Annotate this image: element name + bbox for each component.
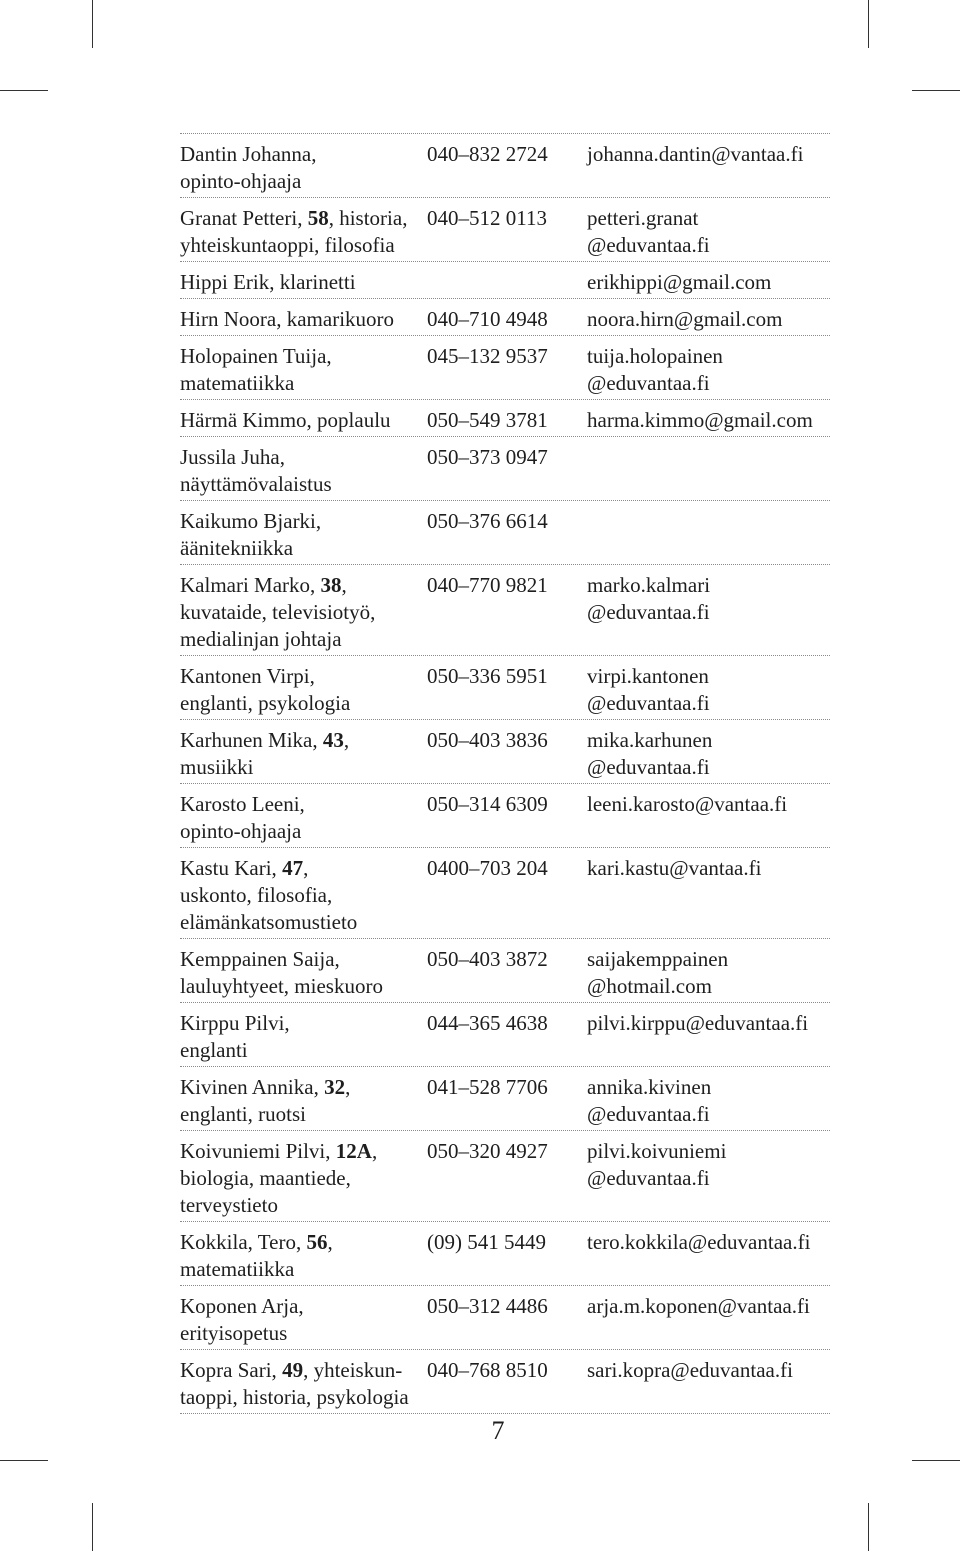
contact-name: Koivuniemi Pilvi, 12A, biologia, maantiede, terveystieto <box>180 1139 378 1217</box>
contact-phone: 050–336 5951 <box>427 664 548 688</box>
contact-phone: 050–549 3781 <box>427 408 548 432</box>
crop-mark-top-right-horizontal <box>912 90 960 91</box>
contact-row <box>180 198 830 262</box>
contact-email: arja.m.koponen@vantaa.fi <box>587 1294 810 1318</box>
contact-email: tero.kokkila@eduvantaa.fi <box>587 1230 811 1254</box>
contact-age: 32 <box>324 1075 346 1099</box>
contact-phone: 050–312 4486 <box>427 1294 548 1318</box>
contact-row <box>180 437 830 501</box>
contact-row <box>180 501 830 565</box>
contact-row <box>180 262 830 299</box>
contact-age: 56 <box>306 1230 328 1254</box>
contact-age: 58 <box>307 206 329 230</box>
contact-phone: (09) 541 5449 <box>427 1230 546 1254</box>
contact-row <box>180 299 830 336</box>
contact-name: Granat Petteri, 58, historia, yhteiskuntaoppi, filosofia <box>180 206 408 257</box>
contact-email: leeni.karosto@vantaa.fi <box>587 792 788 816</box>
contact-row <box>180 1286 830 1350</box>
contact-name: Karhunen Mika, 43, musiikki <box>180 728 350 779</box>
contact-name: Hirn Noora, kamarikuoro <box>180 307 395 331</box>
contact-row <box>180 134 830 198</box>
crop-mark-top-right-vertical <box>868 0 869 48</box>
contact-phone: 041–528 7706 <box>427 1075 548 1099</box>
contact-row <box>180 565 830 656</box>
contact-name: Holopainen Tuija, matematiikka <box>180 344 332 395</box>
crop-mark-bottom-right-vertical <box>868 1503 869 1551</box>
contact-email: marko.kalmari @eduvantaa.fi <box>587 573 711 624</box>
contact-name: Kirppu Pilvi, englanti <box>180 1011 290 1062</box>
contact-name: Kemppainen Saija, lauluyhtyeet, mieskuoro <box>180 947 383 998</box>
contact-row <box>180 720 830 784</box>
contact-phone: 040–832 2724 <box>427 142 548 166</box>
contact-name: Dantin Johanna, opinto-ohjaaja <box>180 142 317 193</box>
contact-email: harma.kimmo@gmail.com <box>587 408 813 432</box>
contact-name: Karosto Leeni, opinto-ohjaaja <box>180 792 305 843</box>
contact-email: noora.hirn@gmail.com <box>587 307 783 331</box>
contact-phone: 044–365 4638 <box>427 1011 548 1035</box>
contact-row <box>180 656 830 720</box>
contact-age: 47 <box>282 856 304 880</box>
contact-name: Härmä Kimmo, poplaulu <box>180 408 391 432</box>
contact-row <box>180 848 830 939</box>
crop-mark-bottom-right-horizontal <box>912 1460 960 1461</box>
contact-phone: 045–132 9537 <box>427 344 548 368</box>
crop-mark-top-left-vertical <box>92 0 93 48</box>
contact-phone: 050–403 3872 <box>427 947 548 971</box>
contact-age: 12A <box>335 1139 372 1163</box>
contact-name: Jussila Juha, näyttämövalaistus <box>180 445 332 496</box>
contact-row <box>180 400 830 437</box>
contact-row <box>180 1222 830 1286</box>
contact-row <box>180 336 830 400</box>
contact-age: 49 <box>282 1358 304 1382</box>
contact-phone: 0400–703 204 <box>427 856 548 880</box>
contact-email: erikhippi@gmail.com <box>587 270 772 294</box>
contact-row <box>180 1131 830 1222</box>
contact-email: pilvi.koivuniemi @eduvantaa.fi <box>587 1139 727 1190</box>
contact-phone: 050–373 0947 <box>427 445 548 469</box>
contact-phone: 050–314 6309 <box>427 792 548 816</box>
contact-email: pilvi.kirppu@eduvantaa.fi <box>587 1011 809 1035</box>
contact-name: Kalmari Marko, 38, kuvataide, televisiotyö, medialinjan johtaja <box>180 573 376 651</box>
contact-age: 38 <box>320 573 342 597</box>
contact-phone: 050–320 4927 <box>427 1139 548 1163</box>
contact-phone: 040–770 9821 <box>427 573 548 597</box>
contact-phone: 040–512 0113 <box>427 206 547 230</box>
contact-email: johanna.dantin@vantaa.fi <box>587 142 804 166</box>
contact-directory <box>180 133 830 1414</box>
contact-name: Kopra Sari, 49, yhteiskun- taoppi, historia, psykologia <box>180 1358 409 1409</box>
contact-email: kari.kastu@vantaa.fi <box>587 856 762 880</box>
crop-mark-bottom-left-vertical <box>92 1503 93 1551</box>
contact-row <box>180 939 830 1003</box>
contact-email: sari.kopra@eduvantaa.fi <box>587 1358 793 1382</box>
contact-phone: 040–768 8510 <box>427 1358 548 1382</box>
contact-email: annika.kivinen @eduvantaa.fi <box>587 1075 712 1126</box>
crop-mark-bottom-left-horizontal <box>0 1460 48 1461</box>
contact-age: 43 <box>322 728 344 752</box>
contact-phone: 040–710 4948 <box>427 307 548 331</box>
contact-email: saijakemppainen @hotmail.com <box>587 947 729 998</box>
contact-name: Koponen Arja, erityisopetus <box>180 1294 304 1345</box>
contact-email: petteri.granat @eduvantaa.fi <box>587 206 710 257</box>
contact-name: Kivinen Annika, 32, englanti, ruotsi <box>180 1075 351 1126</box>
contact-row <box>180 1003 830 1067</box>
contact-row <box>180 1067 830 1131</box>
crop-mark-top-left-horizontal <box>0 90 48 91</box>
contact-email: virpi.kantonen @eduvantaa.fi <box>587 664 710 715</box>
contact-name: Kokkila, Tero, 56, matematiikka <box>180 1230 333 1281</box>
contact-email: tuija.holopainen @eduvantaa.fi <box>587 344 723 395</box>
contact-name: Kaikumo Bjarki, äänitekniikka <box>180 509 322 560</box>
contact-name: Hippi Erik, klarinetti <box>180 270 356 294</box>
contact-row <box>180 784 830 848</box>
contact-name: Kastu Kari, 47, uskonto, filosofia, elämänkatsomustieto <box>180 856 358 934</box>
contact-phone: 050–403 3836 <box>427 728 548 752</box>
contact-name: Kantonen Virpi, englanti, psykologia <box>180 664 351 715</box>
contact-row <box>180 1350 830 1414</box>
contact-email: mika.karhunen @eduvantaa.fi <box>587 728 713 779</box>
contact-phone: 050–376 6614 <box>427 509 548 533</box>
page-number: 7 <box>491 1416 505 1445</box>
